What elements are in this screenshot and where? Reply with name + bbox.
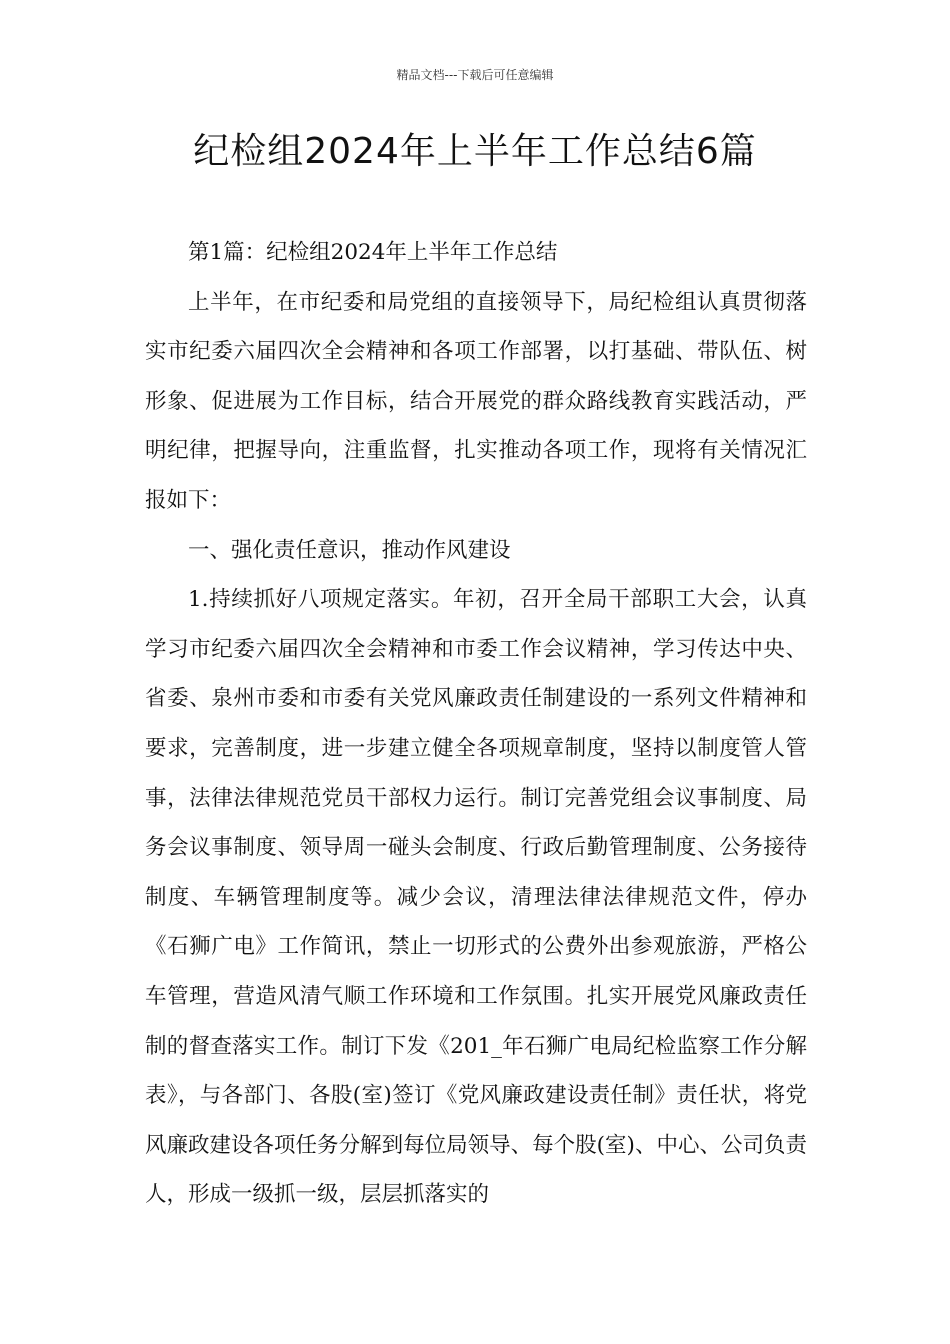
section-heading: 第1篇：纪检组2024年上半年工作总结 [188, 240, 558, 265]
document-title: 纪检组2024年上半年工作总结6篇 [193, 131, 757, 172]
page-header: 精品文档---下载后可任意编辑 [396, 68, 554, 82]
document-body [145, 228, 807, 1220]
paragraph: 1.持续抓好八项规定落实。年初，召开全局干部职工大会，认真学习市纪委六届四次全会精神和市委工作会议精神，学习传达中央、省委、泉州市委和市委有关党风廉政责任制建设的一系列文件精神和要求，完善制度，进一步建立健全各项规章制度，坚持以制度管人管事，法律法律规范党员干部权力运行。制订完善党组会议事制度、局务会议事制度、领导周一碰头会制度、行政后勤管理制度、公务接待制度、车辆管理制度等。减少会议，清理法律法律规范文件，停办《石狮广电》工作简讯，禁止一切形式的公费外出参观旅游，严格公车管理，营造风清气顺工作环境和工作氛围。扎实开展党风廉政责任制的督查落实工作。制订下发《201_年石狮广电局纪检监察工作分解表》，与各部门、各股(室)签订《党风廉政建设责任制》责任状，将党风廉政建设各项任务分解到每位局领导、每个股(室)、中心、公司负责人，形成一级抓一级，层层抓落实的 [145, 587, 807, 1208]
paragraph: 上半年，在市纪委和局党组的直接领导下，局纪检组认真贯彻落实市纪委六届四次全会精神和各项工作部署，以打基础、带队伍、树形象、促进展为工作目标，结合开展党的群众路线教育实践活动，严明纪律，把握导向，注重监督，扎实推动各项工作，现将有关情况汇报如下： [145, 289, 807, 513]
section-heading: 一、强化责任意识，推动作风建设 [188, 537, 511, 563]
